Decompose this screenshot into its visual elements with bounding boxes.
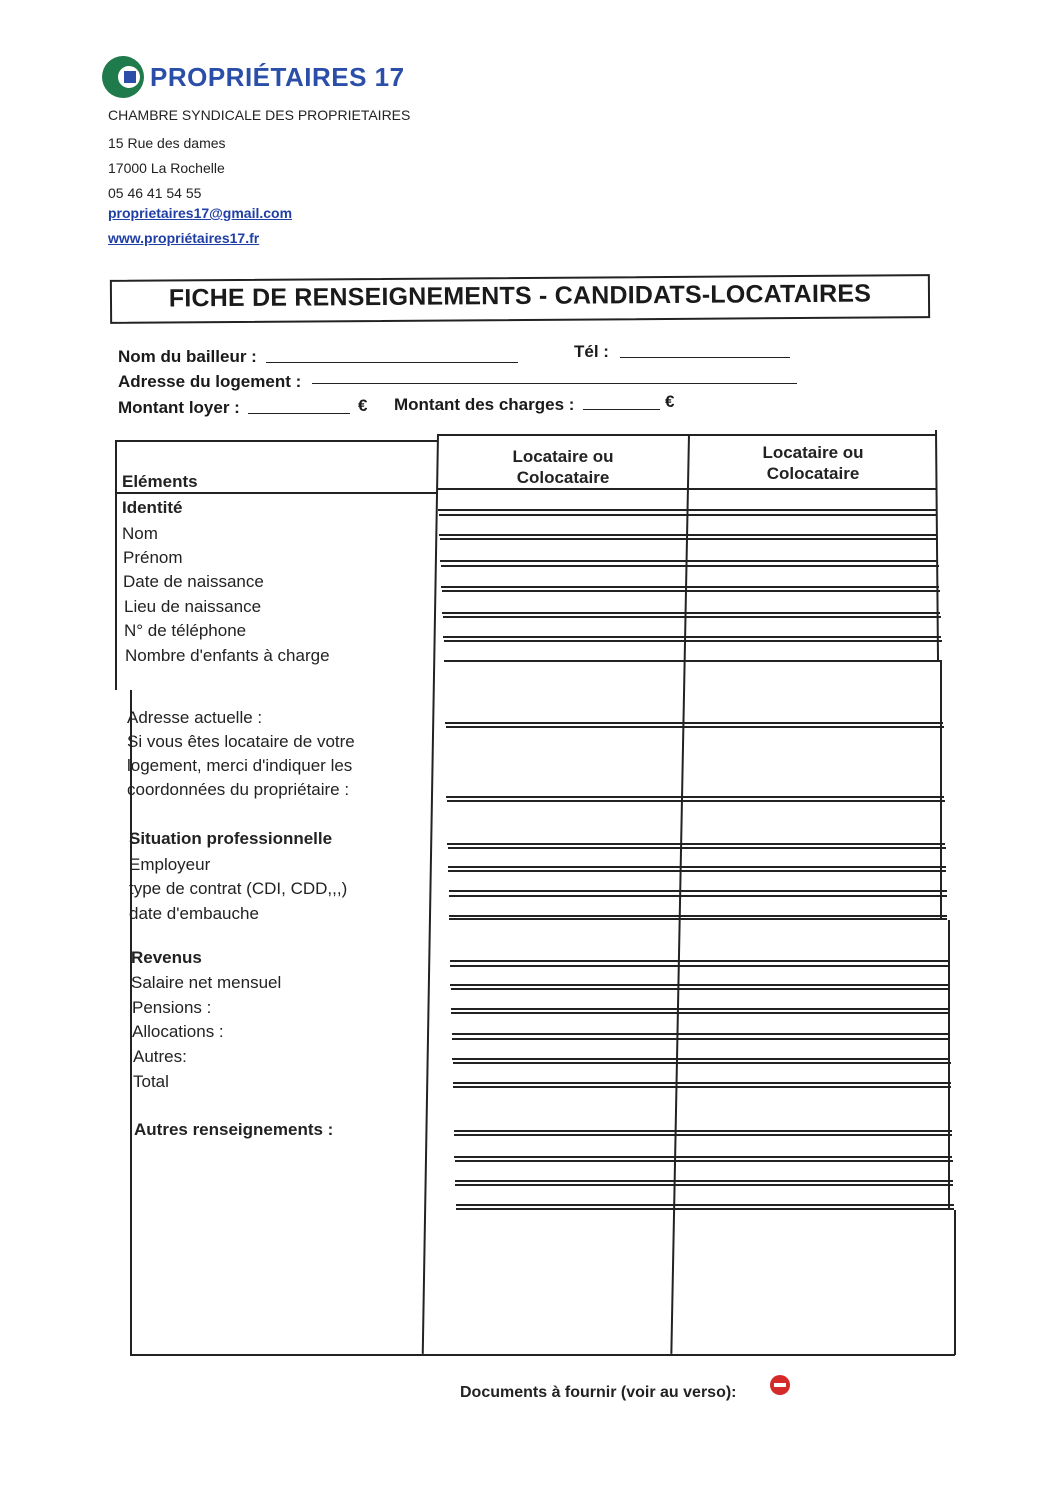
row-line <box>444 660 942 662</box>
row-line <box>438 488 936 490</box>
row-label-embauche: date d'embauche <box>129 904 259 923</box>
row-label-total: Total <box>133 1072 169 1091</box>
row-label-prenom: Prénom <box>123 548 183 567</box>
phone-number: 05 46 41 54 55 <box>108 185 202 201</box>
table-right-border-mid <box>940 660 942 920</box>
charges-label: Montant des charges : <box>394 395 575 414</box>
row-line <box>439 514 937 516</box>
table-left-border-top <box>115 440 117 690</box>
row-line <box>443 636 941 638</box>
row-label-allocations: Allocations : <box>132 1022 224 1041</box>
website-link[interactable]: www.propriétaires17.fr <box>108 230 260 246</box>
row-label-enfants: Nombre d'enfants à charge <box>125 646 330 665</box>
row-label-telephone: N° de téléphone <box>124 621 247 640</box>
adresse-note-line-2: logement, merci d'indiquer les <box>127 756 353 775</box>
loyer-euro: € <box>358 396 368 415</box>
row-line <box>456 1204 954 1206</box>
row-line <box>449 918 947 920</box>
table-right-border-top <box>935 430 939 660</box>
arrow-right-circle-icon[interactable] <box>770 1375 790 1395</box>
row-label-contrat: type de contrat (CDI, CDD,,,) <box>129 879 348 898</box>
row-line <box>449 915 947 917</box>
header-underline <box>115 492 437 494</box>
email-link[interactable]: proprietaires17@gmail.com <box>108 205 293 221</box>
charges-euro: € <box>665 392 675 411</box>
row-label-autres: Autres: <box>133 1047 187 1066</box>
row-line <box>450 984 948 986</box>
row-line <box>446 726 944 728</box>
row-line <box>446 796 944 798</box>
row-line <box>451 988 949 990</box>
column-header-1: Locataire ou Colocataire <box>512 447 614 487</box>
adresse-label: Adresse du logement : <box>118 372 302 391</box>
row-line <box>441 565 939 567</box>
row-line <box>454 1134 952 1136</box>
section-autres-renseignements: Autres renseignements : <box>134 1120 334 1139</box>
row-line <box>452 1058 950 1060</box>
row-line <box>454 1156 952 1158</box>
row-line <box>455 1160 953 1162</box>
street-address: 15 Rue des dames <box>108 135 226 151</box>
adresse-note-line-3: coordonnées du propriétaire : <box>127 780 350 799</box>
column-header-2: Locataire ou Colocataire <box>762 443 864 483</box>
row-line <box>442 590 940 592</box>
row-line <box>450 960 948 962</box>
column-divider-2 <box>670 434 689 1354</box>
section-revenus: Revenus <box>131 948 202 967</box>
loyer-label: Montant loyer : <box>118 398 240 417</box>
row-line <box>440 538 938 540</box>
brand-name: PROPRIÉTAIRES 17 <box>150 61 405 92</box>
row-line <box>452 1033 950 1035</box>
row-label-adresse-actuelle: Adresse actuelle : <box>127 708 263 727</box>
column-divider-1 <box>422 434 439 1354</box>
row-line <box>447 843 945 845</box>
row-line <box>444 640 942 642</box>
row-line <box>448 870 946 872</box>
row-line <box>453 1082 951 1084</box>
table-right-border-bottom <box>954 1210 956 1355</box>
row-line <box>445 722 943 724</box>
row-line <box>450 965 948 967</box>
row-line <box>453 1062 951 1064</box>
elements-header: Eléments <box>122 472 198 491</box>
adresse-note-line-1: Si vous êtes locataire de votre <box>127 732 355 751</box>
row-label-date-naissance: Date de naissance <box>123 572 264 591</box>
row-label-pensions: Pensions : <box>132 998 212 1017</box>
row-label-lieu-naissance: Lieu de naissance <box>124 597 262 616</box>
row-line <box>441 586 939 588</box>
logo-icon <box>102 56 144 98</box>
row-line <box>447 800 945 802</box>
table-right-border-low <box>948 920 950 1210</box>
org-name: CHAMBRE SYNDICALE DES PROPRIETAIRES <box>108 107 411 123</box>
row-label-employeur: Employeur <box>129 855 211 874</box>
page-title: FICHE DE RENSEIGNEMENTS - CANDIDATS-LOCATAIRES <box>168 279 872 313</box>
row-line <box>448 866 946 868</box>
row-line <box>451 1008 949 1010</box>
row-line <box>438 509 936 511</box>
city-address: 17000 La Rochelle <box>108 160 225 176</box>
bailleur-field[interactable] <box>266 362 518 363</box>
row-line <box>451 1012 949 1014</box>
tel-field[interactable] <box>620 357 790 358</box>
adresse-field[interactable] <box>312 383 797 384</box>
row-line <box>456 1208 954 1210</box>
row-line <box>443 616 941 618</box>
row-line <box>449 890 947 892</box>
row-line <box>453 1086 951 1088</box>
section-identite: Identité <box>122 498 183 517</box>
table-top-border-left <box>115 440 437 442</box>
logo <box>102 52 405 102</box>
row-label-salaire: Salaire net mensuel <box>131 973 282 992</box>
documents-note: Documents à fournir (voir au verso): <box>460 1384 737 1401</box>
loyer-field[interactable] <box>248 413 350 414</box>
row-label-nom: Nom <box>122 524 158 543</box>
row-line <box>442 612 940 614</box>
row-line <box>449 895 947 897</box>
row-line <box>452 1038 950 1040</box>
section-situation-pro: Situation professionnelle <box>129 829 333 848</box>
row-line <box>439 534 937 536</box>
charges-field[interactable] <box>583 409 660 410</box>
row-line <box>440 560 938 562</box>
bailleur-label: Nom du bailleur : <box>118 347 257 366</box>
table-bottom-border <box>131 1354 955 1356</box>
row-line <box>455 1184 953 1186</box>
tel-label: Tél : <box>574 342 609 361</box>
row-line <box>448 847 946 849</box>
row-line <box>454 1130 952 1132</box>
row-line <box>455 1180 953 1182</box>
